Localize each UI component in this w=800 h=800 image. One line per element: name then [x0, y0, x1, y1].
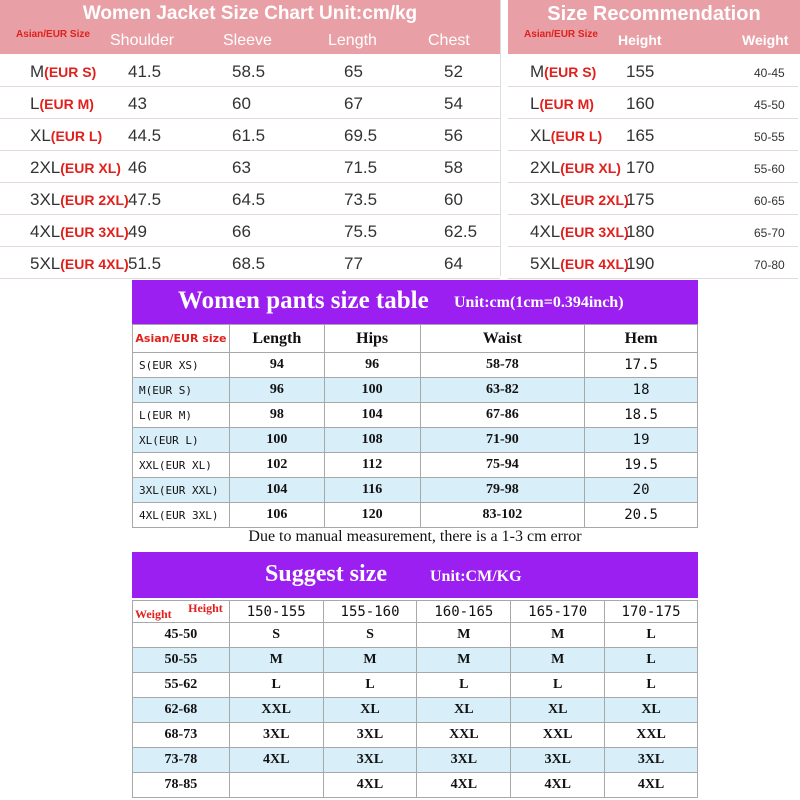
recommend-eur-label: (EUR XL) [560, 160, 621, 176]
recommend-title: Size Recommendation [508, 0, 800, 28]
jacket-chest-value: 58 [444, 158, 463, 177]
jacket-shoulder-value: 46 [128, 158, 147, 177]
jacket-length-value: 65 [344, 62, 363, 81]
jacket-chest-value: 64 [444, 254, 463, 273]
jacket-size-label: M [30, 62, 45, 81]
pants-waist-cell: 63-82 [420, 378, 585, 403]
suggest-row [133, 773, 698, 798]
suggest-corner [133, 601, 230, 623]
suggest-weight-cell: 55-62 [133, 673, 230, 698]
pants-size-cell: S(EUR XS) [133, 353, 230, 378]
suggest-title: Suggest size [265, 561, 387, 587]
suggest-size-cell: 3XL [323, 748, 417, 773]
pants-length-cell: 96 [229, 378, 324, 403]
suggest-weight-cell: 50-55 [133, 648, 230, 673]
jacket-size [30, 126, 102, 146]
recommend-row [508, 118, 798, 151]
recommend-asian-tag: Asian/EUR Size [524, 29, 598, 40]
pants-hips-cell: 116 [324, 478, 420, 503]
suggest-corner-weight: Weight [135, 607, 172, 621]
jacket-header-length: Length [328, 32, 377, 49]
jacket-eur-label: (EUR 4XL) [60, 256, 129, 272]
suggest-size-cell: M [323, 648, 417, 673]
jacket-row [0, 182, 500, 215]
jacket-size-label: L [30, 94, 40, 113]
jacket-length-value: 69.5 [344, 126, 378, 145]
recommend-row [508, 182, 798, 215]
suggest-size-cell: S [229, 623, 323, 648]
suggest-title-band [132, 552, 698, 598]
jacket-chest-value: 62.5 [444, 222, 478, 241]
suggest-size-cell: M [417, 623, 511, 648]
pants-header-length: Length [229, 325, 324, 353]
pants-length-cell: 102 [229, 453, 324, 478]
suggest-row [133, 698, 698, 723]
pants-row [133, 428, 698, 453]
recommend-weight-value: 45-50 [754, 98, 785, 112]
jacket-chest-value: 54 [444, 94, 463, 113]
pants-waist-cell: 75-94 [420, 453, 585, 478]
recommend-size [530, 62, 596, 82]
recommend-height-value: 180 [626, 222, 655, 241]
jacket-size-label: 2XL [30, 158, 61, 177]
pants-size-cell: XXL(EUR XL) [133, 453, 230, 478]
pants-hem-cell: 20.5 [585, 503, 698, 528]
jacket-row [0, 118, 500, 151]
suggest-unit: Unit:CM/KG [430, 568, 522, 585]
jacket-size [30, 62, 96, 82]
recommend-size-label: L [530, 94, 540, 113]
pants-hips-cell: 96 [324, 353, 420, 378]
jacket-chest-value: 52 [444, 62, 463, 81]
recommend-weight-value: 50-55 [754, 130, 785, 144]
recommend-height-value: 170 [626, 158, 655, 177]
jacket-sleeve-value: 58.5 [232, 62, 266, 81]
jacket-sleeve-value: 60 [232, 94, 251, 113]
pants-row [133, 478, 698, 503]
pants-row [133, 503, 698, 528]
pants-size-cell: 4XL(EUR 3XL) [133, 503, 230, 528]
jacket-length-value: 67 [344, 94, 363, 113]
recommend-weight-value: 70-80 [754, 258, 785, 272]
jacket-header-sleeve: Sleeve [223, 32, 272, 49]
suggest-size-cell: 4XL [511, 773, 605, 798]
jacket-header-chest: Chest [428, 32, 470, 49]
recommend-row [508, 214, 798, 247]
recommend-size [530, 158, 621, 178]
pants-hem-cell: 17.5 [585, 353, 698, 378]
suggest-size-cell: 3XL [229, 723, 323, 748]
pants-waist-cell: 58-78 [420, 353, 585, 378]
pants-header-hips: Hips [324, 325, 420, 353]
jacket-header-shoulder: Shoulder [110, 32, 175, 49]
jacket-sleeve-value: 64.5 [232, 190, 266, 209]
suggest-size-table [132, 600, 698, 798]
recommend-size-label: 3XL [530, 190, 561, 209]
jacket-length-value: 71.5 [344, 158, 378, 177]
suggest-row [133, 623, 698, 648]
suggest-weight-cell: 78-85 [133, 773, 230, 798]
suggest-size-cell: M [511, 648, 605, 673]
jacket-sleeve-value: 61.5 [232, 126, 266, 145]
jacket-length-value: 75.5 [344, 222, 378, 241]
recommend-height-value: 165 [626, 126, 655, 145]
pants-hips-cell: 120 [324, 503, 420, 528]
jacket-shoulder-value: 41.5 [128, 62, 162, 81]
suggest-size-cell: L [605, 648, 698, 673]
recommend-row [508, 246, 798, 279]
pants-asian-tag: Asian/EUR size [133, 325, 230, 353]
pants-hem-cell: 18 [585, 378, 698, 403]
pants-size-cell: L(EUR M) [133, 403, 230, 428]
suggest-size-cell: S [323, 623, 417, 648]
jacket-row [0, 150, 500, 183]
suggest-size-cell [229, 773, 323, 798]
jacket-title: Women Jacket Size Chart Unit:cm/kg [0, 0, 500, 28]
recommend-header-height: Height [618, 32, 662, 48]
jacket-eur-label: (EUR S) [44, 64, 97, 80]
recommend-weight-value: 55-60 [754, 162, 785, 176]
recommend-header-weight: Weight [742, 32, 789, 48]
pants-hips-cell: 108 [324, 428, 420, 453]
suggest-size-cell: 4XL [417, 773, 511, 798]
recommend-eur-label: (EUR M) [539, 96, 594, 112]
suggest-height-header: 150-155 [229, 601, 323, 623]
suggest-size-cell: M [229, 648, 323, 673]
pants-hem-cell: 19.5 [585, 453, 698, 478]
pants-waist-cell: 83-102 [420, 503, 585, 528]
suggest-size-cell: M [511, 623, 605, 648]
pants-header-row [133, 325, 698, 353]
recommend-row [508, 54, 798, 87]
suggest-row [133, 748, 698, 773]
recommend-weight-value: 65-70 [754, 226, 785, 240]
pants-title-band [132, 280, 698, 324]
jacket-size-chart [0, 0, 501, 276]
suggest-size-cell: XXL [229, 698, 323, 723]
pants-hem-cell: 20 [585, 478, 698, 503]
pants-unit: Unit:cm(1cm=0.394inch) [454, 294, 624, 311]
pants-waist-cell: 71-90 [420, 428, 585, 453]
jacket-row [0, 246, 500, 279]
pants-hem-cell: 18.5 [585, 403, 698, 428]
suggest-size-cell: 4XL [605, 773, 698, 798]
suggest-height-header: 155-160 [323, 601, 417, 623]
suggest-height-header: 170-175 [605, 601, 698, 623]
pants-size-cell: M(EUR S) [133, 378, 230, 403]
suggest-size-cell: 3XL [511, 748, 605, 773]
jacket-shoulder-value: 49 [128, 222, 147, 241]
suggest-size-cell: L [417, 673, 511, 698]
recommend-eur-label: (EUR 2XL) [560, 192, 629, 208]
jacket-row [0, 54, 500, 87]
pants-size-cell: XL(EUR L) [133, 428, 230, 453]
jacket-eur-label: (EUR M) [39, 96, 94, 112]
recommend-height-value: 155 [626, 62, 655, 81]
suggest-size-cell: XL [323, 698, 417, 723]
suggest-row [133, 673, 698, 698]
jacket-eur-label: (EUR XL) [60, 160, 121, 176]
recommend-eur-label: (EUR L) [550, 128, 603, 144]
jacket-row [0, 214, 500, 247]
suggest-size-cell: 3XL [605, 748, 698, 773]
pants-header-hem: Hem [585, 325, 698, 353]
suggest-height-header: 165-170 [511, 601, 605, 623]
pants-hips-cell: 112 [324, 453, 420, 478]
recommend-row [508, 150, 798, 183]
pants-row [133, 403, 698, 428]
jacket-size [30, 94, 94, 114]
pants-waist-cell: 79-98 [420, 478, 585, 503]
jacket-sleeve-value: 63 [232, 158, 251, 177]
measurement-note: Due to manual measurement, there is a 1-3 cm error [248, 528, 582, 545]
recommend-size [530, 190, 629, 210]
jacket-eur-label: (EUR 2XL) [60, 192, 129, 208]
recommend-height-value: 160 [626, 94, 655, 113]
jacket-shoulder-value: 51.5 [128, 254, 162, 273]
suggest-size-cell: XXL [605, 723, 698, 748]
suggest-size-cell: XXL [511, 723, 605, 748]
suggest-size-cell: L [605, 623, 698, 648]
pants-waist-cell: 67-86 [420, 403, 585, 428]
pants-header-waist: Waist [420, 325, 585, 353]
recommend-size-label: 2XL [530, 158, 561, 177]
jacket-sleeve-value: 68.5 [232, 254, 266, 273]
suggest-size-cell: L [511, 673, 605, 698]
pants-title: Women pants size table [178, 287, 429, 314]
recommend-size-label: M [530, 62, 545, 81]
pants-row [133, 378, 698, 403]
suggest-size-cell: XL [605, 698, 698, 723]
jacket-size-label: 4XL [30, 222, 61, 241]
jacket-eur-label: (EUR 3XL) [60, 224, 129, 240]
recommend-size [530, 126, 602, 146]
recommend-size-label: 5XL [530, 254, 561, 273]
jacket-size-label: 5XL [30, 254, 61, 273]
suggest-corner-height: Height [188, 601, 223, 615]
jacket-length-value: 77 [344, 254, 363, 273]
pants-row [133, 453, 698, 478]
recommend-weight-value: 60-65 [754, 194, 785, 208]
jacket-shoulder-value: 44.5 [128, 126, 162, 145]
suggest-weight-cell: 62-68 [133, 698, 230, 723]
pants-hips-cell: 100 [324, 378, 420, 403]
pants-length-cell: 106 [229, 503, 324, 528]
suggest-size-cell: 4XL [323, 773, 417, 798]
jacket-size [30, 222, 129, 242]
suggest-size-cell: 3XL [323, 723, 417, 748]
recommend-size-label: XL [530, 126, 551, 145]
suggest-size-cell: XL [417, 698, 511, 723]
jacket-header-row [0, 28, 500, 54]
jacket-chest-value: 60 [444, 190, 463, 209]
suggest-weight-cell: 68-73 [133, 723, 230, 748]
suggest-header-row [133, 601, 698, 623]
pants-length-cell: 100 [229, 428, 324, 453]
jacket-size [30, 190, 129, 210]
pants-size-table [132, 324, 698, 528]
jacket-shoulder-value: 47.5 [128, 190, 162, 209]
jacket-shoulder-value: 43 [128, 94, 147, 113]
recommend-size [530, 254, 629, 274]
pants-size-cell: 3XL(EUR XXL) [133, 478, 230, 503]
suggest-size-cell: L [229, 673, 323, 698]
suggest-row [133, 723, 698, 748]
recommend-weight-value: 40-45 [754, 66, 785, 80]
pants-length-cell: 98 [229, 403, 324, 428]
suggest-size-cell: L [323, 673, 417, 698]
suggest-size-cell: 4XL [229, 748, 323, 773]
suggest-size-cell: 3XL [417, 748, 511, 773]
suggest-size-cell: L [605, 673, 698, 698]
recommend-eur-label: (EUR 3XL) [560, 224, 629, 240]
suggest-size-cell: XXL [417, 723, 511, 748]
suggest-weight-cell: 45-50 [133, 623, 230, 648]
recommend-size-label: 4XL [530, 222, 561, 241]
jacket-eur-label: (EUR L) [50, 128, 103, 144]
jacket-chest-value: 56 [444, 126, 463, 145]
jacket-size [30, 158, 121, 178]
jacket-length-value: 73.5 [344, 190, 378, 209]
suggest-height-header: 160-165 [417, 601, 511, 623]
pants-hips-cell: 104 [324, 403, 420, 428]
recommend-size [530, 222, 629, 242]
jacket-size [30, 254, 129, 274]
jacket-row [0, 86, 500, 119]
recommend-height-value: 190 [626, 254, 655, 273]
size-recommendation [508, 0, 800, 276]
jacket-size-label: 3XL [30, 190, 61, 209]
jacket-size-label: XL [30, 126, 51, 145]
pants-length-cell: 104 [229, 478, 324, 503]
jacket-sleeve-value: 66 [232, 222, 251, 241]
recommend-row [508, 86, 798, 119]
recommend-eur-label: (EUR S) [544, 64, 597, 80]
suggest-size-cell: M [417, 648, 511, 673]
suggest-size-cell: XL [511, 698, 605, 723]
pants-hem-cell: 19 [585, 428, 698, 453]
pants-row [133, 353, 698, 378]
recommend-height-value: 175 [626, 190, 655, 209]
pants-length-cell: 94 [229, 353, 324, 378]
jacket-asian-tag: Asian/EUR Size [16, 29, 90, 40]
recommend-size [530, 94, 594, 114]
suggest-weight-cell: 73-78 [133, 748, 230, 773]
recommend-header-row [508, 28, 800, 54]
suggest-row [133, 648, 698, 673]
recommend-eur-label: (EUR 4XL) [560, 256, 629, 272]
